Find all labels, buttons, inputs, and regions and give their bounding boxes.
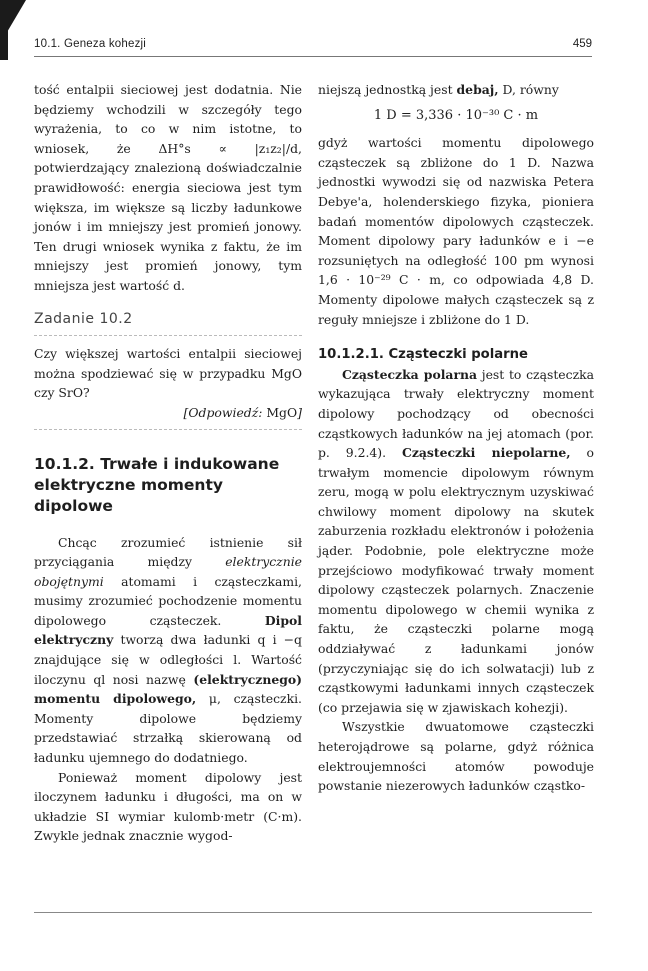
task-text: Czy większej wartości entalpii sieciowej można spodziewać się w przypadku MgO czy SrO? (34, 346, 302, 401)
term-electric-dipole: Dipol elektryczny (34, 612, 302, 648)
term-debye: debaj, (456, 82, 499, 97)
subsection-heading: 10.1.2.1. Cząsteczki polarne (318, 347, 528, 363)
task-divider (34, 335, 302, 336)
term-polar-molecule: Cząsteczka polarna (342, 366, 478, 382)
header-rule (34, 56, 592, 57)
answer-value: MgO (266, 404, 298, 420)
paragraph-dipole-definition: Chcąc zrozumieć istnienie sił przyciągania między elektrycznie obojętnymi atomami i cząsteczkami, musimy zrozumieć pochodzenie momentu dipolowego cząsteczek. Dipol elektryczny tworzą dwa ładunki q i −q znajdujące się w odległości l. Wartość iloczynu ql nosi nazwę (elektrycznego) momentu dipolowego, μ, cząsteczki. Momenty dipolowe będziemy przedstawiać strzałką skierowaną od ładunku ujemnego do dodatniego. (34, 534, 302, 766)
paragraph-polar-molecules: Cząsteczka polarna jest to cząsteczka wykazująca trwały elektryczny moment dipolowy pochodzący od obecności cząstkowych ładunków na jej atomach (por. p. 9.2.4). Cząsteczki niepolarne, o trwałym momencie dipolowym równym zeru, mogą w polu elektrycznym uzyskiwać chwilowy moment dipolowy na skutek zaburzenia rozkładu elektronów i położenia jąder. Podobnie, pole elektryczne może przejściowo modyfikować trwały moment dipolowy cząsteczek polarnych. Znaczenie momentu dipolowego w chemii wynika z faktu, że cząsteczki polarne mogą oddziaływać z ładunkami jonów (przyczyniając się do ich solwatacji) lub z cząstkowymi ładunkami innych cząsteczek (co przejawia się w zjawiskach kohezji). (318, 366, 594, 715)
running-title: 10.1. Geneza kohezji (34, 38, 147, 50)
term-nonpolar-molecules: Cząsteczki niepolarne, (401, 445, 571, 461)
paragraph-si-units: Ponieważ moment dipolowy jest iloczynem ładunku i długości, ma on w układzie SI wymiar kulomb·metr (C·m). Zwykle jednak znacznie wygod- (34, 769, 302, 844)
paragraph-lattice-enthalpy: tość entalpii sieciowej jest dodatnia. Nie będziemy wchodzili w szczegóły tego wyrażenia, to co w nim istotne, to wniosek, że ΔH°s ∝ |z₁z₂|/d, potwierdzający znalezioną doświadczalnie prawidłowość: energia sieciowa jest tym większa, im większe są liczby ładunkowe jonów i im mniejszy jest promień jonowy. Ten drugi wniosek wynika z faktu, że im mniejszy jest promień jonowy, tym mniejsza jest wartość d. (34, 82, 302, 293)
task-answer: [Odpowiedź: MgO] (183, 404, 302, 420)
page-header (34, 38, 592, 54)
right-column (318, 80, 594, 796)
page-number: 459 (572, 38, 592, 50)
term-dipole-moment: (elektrycznego) momentu dipolowego, (34, 671, 302, 707)
italic-phrase: elektrycznie obojętnymi (34, 554, 302, 589)
answer-label: Odpowiedź: (188, 404, 263, 420)
task-end-divider (34, 429, 302, 430)
debye-formula: 1 D = 3,336 · 10⁻³⁰ C · m (373, 107, 539, 123)
paragraph-heteronuclear: Wszystkie dwuatomowe cząsteczki heterojądrowe są polarne, gdyż różnica elektroujemności atomów powoduje powstanie niezerowych ładunków cząstko- (318, 719, 594, 794)
footer-rule (34, 912, 592, 913)
task-title: Zadanie 10.2 (34, 310, 133, 327)
left-column (34, 80, 302, 846)
section-heading: 10.1.2. Trwałe i indukowane elektryczne momenty dipolowe (34, 454, 280, 515)
paragraph-debye-unit: niejszą jednostką jest debaj, D, równy (318, 82, 559, 97)
corner-mark (0, 0, 26, 44)
paragraph-debye-origin: gdyż wartości momentu dipolowego cząsteczek są zbliżone do 1 D. Nazwa jednostki wywodzi się od nazwiska Petera Debye'a, holenderskiego fizyka, pioniera badań momentów dipolowych cząsteczek. Moment dipolowy pary ładunków e i −e rozsuniętych na odległość 100 pm wynosi 1,6 · 10⁻²⁹ C · m, co odpowiada 4,8 D. Momenty dipolowe małych cząsteczek są z reguły mniejsze i zbliżone do 1 D. (318, 135, 594, 327)
